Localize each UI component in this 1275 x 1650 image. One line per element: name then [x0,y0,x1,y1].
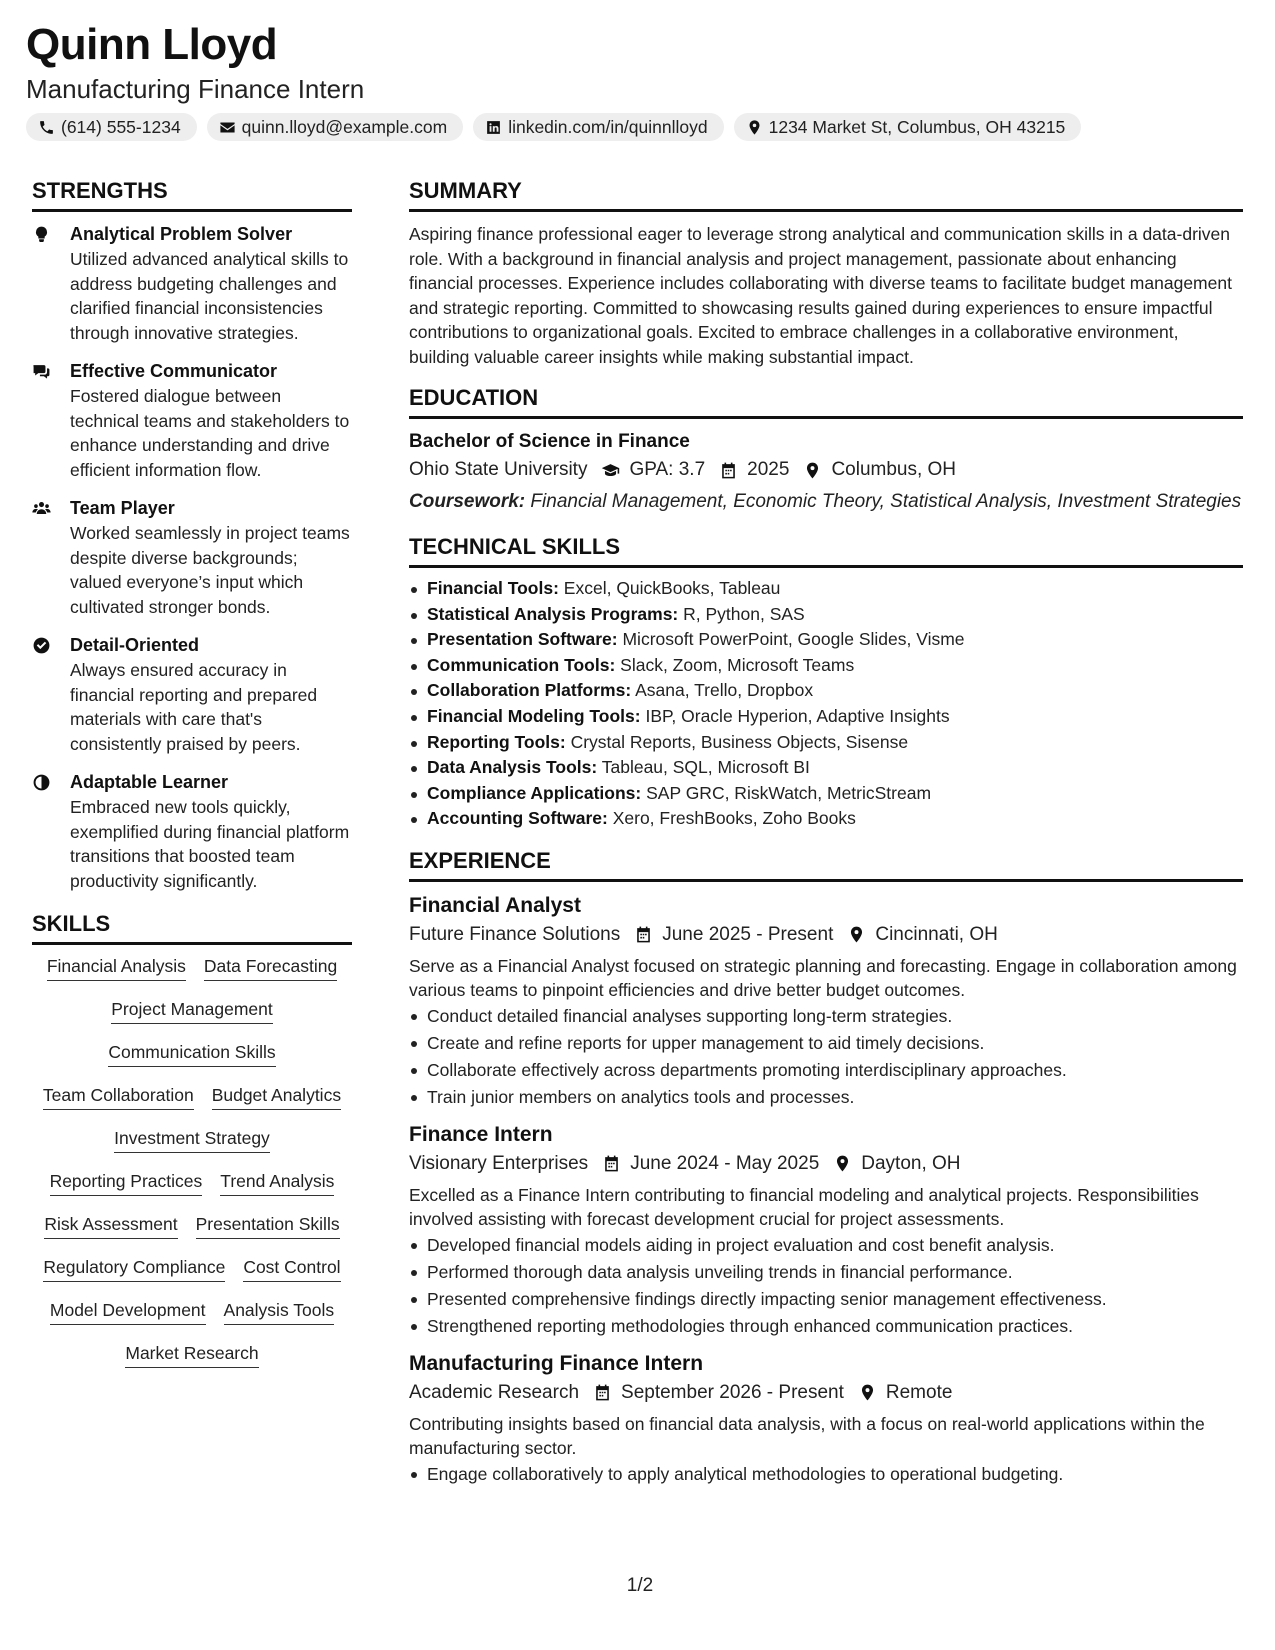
company-name: Future Finance Solutions [409,923,621,945]
job-title: Finance Intern [409,1122,553,1146]
list-item: Compliance Applications: SAP GRC, RiskWatch, MetricStream [409,781,1243,807]
strength-desc: Worked seamlessly in project teams despite diverse backgrounds; valued everyone’s input which cultivated stronger bonds. [70,523,350,617]
list-item: Financial Modeling Tools: IBP, Oracle Hyperion, Adaptive Insights [409,704,1243,730]
technical-skills-list [409,576,1243,832]
left-column [32,178,352,1368]
job-meta [409,920,1243,950]
page-number: 1/2 [626,1575,654,1596]
skill-tag: Communication Skills [108,1041,275,1067]
contact-email[interactable] [207,113,464,141]
list-item: Data Analysis Tools: Tableau, SQL, Microsoft BI [409,755,1243,781]
skill-tag: Reporting Practices [50,1170,203,1196]
job-bullets [409,1003,1243,1111]
map-pin-icon [858,1383,877,1402]
skill-tag: Investment Strategy [114,1127,270,1153]
calendar-icon [719,461,738,480]
job-summary: Excelled as a Finance Intern contributing to financial modeling and analytical projects. Responsibilities involved assisting with forecast development crucial for project assessments. [409,1184,1199,1230]
degree-title: Bachelor of Science in Finance [409,431,690,452]
job-location: Remote [885,1381,953,1403]
job-meta [409,1149,1243,1179]
job-location: Dayton, OH [861,1152,961,1174]
skill-tag: Presentation Skills [196,1213,340,1239]
address-text: 1234 Market St, Columbus, OH 43215 [768,116,1066,137]
comments-icon [32,362,51,381]
strength-desc: Always ensured accuracy in financial reporting and prepared materials with care that's consistently praised by peers. [70,660,318,754]
map-pin-icon [833,1154,852,1173]
technical-skills-heading: TECHNICAL SKILLS [409,534,1243,568]
skill-tag: Market Research [125,1342,258,1368]
strength-item [32,496,352,619]
list-item: Communication Tools: Slack, Zoom, Microsoft Teams [409,653,1243,679]
summary-text: Aspiring finance professional eager to leverage strong analytical and communication skills in a data-driven role. With a background in financial analysis and project management, passionate about enhancing financial processes. Experience includes collaborating with diverse teams to facilitate budget management and strategic reporting. Committed to showcasing results gained during experiences to ensure impactful contributions to organizational goals. Excited to embrace challenges in a collaborative environment, building valuable career insights while making substantial impact. [409,224,1232,367]
skill-tag: Project Management [111,998,272,1024]
map-pin-icon [847,925,866,944]
calendar-icon [602,1154,621,1173]
job-meta [409,1378,1243,1408]
skill-tag: Team Collaboration [43,1084,194,1110]
phone-icon [38,119,55,136]
users-icon [32,499,51,518]
list-item: Presented comprehensive findings directly impacting senior management effectiveness. [409,1286,1243,1313]
linkedin-text: linkedin.com/in/quinnlloyd [508,116,708,137]
list-item: Reporting Tools: Crystal Reports, Business Objects, Sisense [409,730,1243,756]
skills-heading: SKILLS [32,911,352,945]
job-dates: June 2024 - May 2025 [630,1152,820,1174]
calendar-icon [593,1383,612,1402]
list-item: Conduct detailed financial analyses supporting long-term strategies. [409,1003,1243,1030]
skills-tag-list [32,955,352,1368]
strength-item [32,633,352,756]
skill-tag: Cost Control [243,1256,340,1282]
phone-text: (614) 555-1234 [61,116,181,137]
strength-title: Team Player [70,498,175,518]
list-item: Train junior members on analytics tools and processes. [409,1084,1243,1111]
skill-tag: Regulatory Compliance [43,1256,225,1282]
coursework-label: Coursework: [409,491,526,512]
strength-item [32,770,352,893]
experience-entry [409,892,1243,1111]
gpa-text: GPA: 3.7 [629,459,706,480]
contact-linkedin[interactable] [473,113,723,141]
list-item: Strengthened reporting methodologies through enhanced communication practices. [409,1313,1243,1340]
strength-desc: Embraced new tools quickly, exemplified during financial platform transitions that boosted team productivity significantly. [70,797,350,891]
skill-tag: Budget Analytics [212,1084,341,1110]
list-item: Statistical Analysis Programs: R, Python, SAS [409,602,1243,628]
experience-entry [409,1350,1243,1488]
envelope-icon [219,119,236,136]
strength-item [32,222,352,345]
experience-entry [409,1121,1243,1340]
list-item: Performed thorough data analysis unveiling trends in financial performance. [409,1259,1243,1286]
candidate-role: Manufacturing Finance Intern [26,74,365,104]
strengths-heading: STRENGTHS [32,178,352,212]
strength-desc: Utilized advanced analytical skills to address budgeting challenges and clarified financial inconsistencies through innovative strategies. [70,249,349,343]
half-circle-icon [32,773,51,792]
job-title: Manufacturing Finance Intern [409,1351,704,1375]
contact-address [734,113,1082,141]
job-bullets [409,1461,1243,1488]
graduation-cap-icon [601,461,620,480]
email-text: quinn.lloyd@example.com [241,116,448,137]
lightbulb-icon [32,225,51,244]
contact-phone[interactable] [26,113,197,141]
skill-tag: Data Forecasting [204,955,337,981]
job-summary: Contributing insights based on financial data analysis, with a focus on real-world applications within the manufacturing sector. [409,1413,1205,1459]
list-item: Financial Tools: Excel, QuickBooks, Tableau [409,576,1243,602]
list-item: Collaboration Platforms: Asana, Trello, Dropbox [409,678,1243,704]
job-location: Cincinnati, OH [875,923,998,945]
coursework [409,489,1243,514]
summary-heading: SUMMARY [409,178,1243,212]
job-dates: June 2025 - Present [662,923,834,945]
job-summary: Serve as a Financial Analyst focused on strategic planning and forecasting. Engage in collaboration among various teams to pinpoint efficiencies and drive better budget outcomes. [409,955,1237,1001]
strength-title: Analytical Problem Solver [70,224,293,244]
school-location: Columbus, OH [831,459,957,480]
right-column [409,178,1243,1498]
list-item: Accounting Software: Xero, FreshBooks, Zoho Books [409,806,1243,832]
skill-tag: Trend Analysis [220,1170,334,1196]
company-name: Visionary Enterprises [409,1152,589,1174]
graduation-year: 2025 [747,459,790,480]
list-item: Collaborate effectively across departments promoting interdisciplinary approaches. [409,1057,1243,1084]
job-title: Financial Analyst [409,893,581,917]
skill-tag: Financial Analysis [47,955,186,981]
strength-item [32,359,352,482]
list-item: Developed financial models aiding in project evaluation and cost benefit analysis. [409,1232,1243,1259]
education-meta [409,455,1243,485]
job-bullets [409,1232,1243,1340]
skill-tag: Model Development [50,1299,206,1325]
company-name: Academic Research [409,1381,580,1403]
strength-desc: Fostered dialogue between technical teams and stakeholders to enhance understanding and drive efficient information flow. [70,386,350,480]
education-heading: EDUCATION [409,385,1243,419]
linkedin-icon [485,119,502,136]
school-name: Ohio State University [409,459,588,480]
skill-tag: Risk Assessment [44,1213,177,1239]
experience-heading: EXPERIENCE [409,848,1243,882]
map-pin-icon [803,461,822,480]
list-item: Engage collaboratively to apply analytical methodologies to operational budgeting. [409,1461,1243,1488]
skill-tag: Analysis Tools [224,1299,335,1325]
strength-title: Adaptable Learner [70,772,229,792]
candidate-name: Quinn Lloyd [26,20,278,69]
check-circle-icon [32,636,51,655]
map-pin-icon [746,119,763,136]
calendar-icon [634,925,653,944]
coursework-list: Financial Management, Economic Theory, Statistical Analysis, Investment Strategies [530,491,1242,512]
job-dates: September 2026 - Present [621,1381,844,1403]
strength-title: Detail-Oriented [70,635,200,655]
strength-title: Effective Communicator [70,361,278,381]
contact-bar [26,113,1081,141]
list-item: Presentation Software: Microsoft PowerPoint, Google Slides, Visme [409,627,1243,653]
list-item: Create and refine reports for upper management to aid timely decisions. [409,1030,1243,1057]
